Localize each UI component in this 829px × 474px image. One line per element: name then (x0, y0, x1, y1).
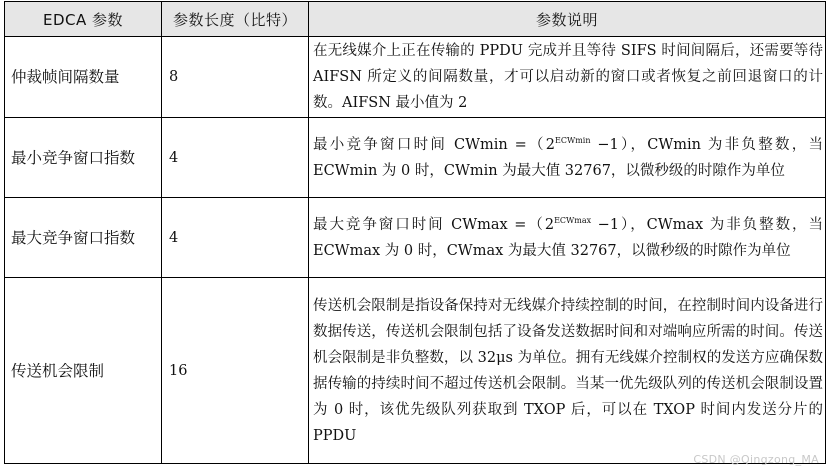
parameter-description-cell (309, 118, 826, 198)
parameter-description-cell (309, 198, 826, 278)
table-row-ecwmin (5, 118, 826, 198)
description-text-suffix: −1），CWmax 为非负整数，当 ECWmax 为 0 时，CWmax 为最大值 32767，以微秒级的时隙作为单位 (313, 216, 823, 259)
description-text-prefix: 最大竞争窗口时间 CWmax =（2 (313, 216, 555, 233)
csdn-watermark: CSDN @Qingzong_MA (693, 453, 819, 466)
description-text-prefix: 最小竞争窗口时间 CWmin =（2 (313, 136, 556, 153)
column-header-description: 参数说明 (309, 2, 826, 37)
parameter-name-cell: 仲裁帧间隔数量 (5, 37, 162, 118)
parameter-name-cell: 最大竞争窗口指数 (5, 198, 162, 278)
exponent-superscript: ECWmin (555, 135, 591, 145)
parameter-name-cell: 传送机会限制 (5, 278, 162, 464)
parameter-length-cell: 4 (162, 118, 309, 198)
parameter-length-cell: 8 (162, 37, 309, 118)
parameter-length-cell: 4 (162, 198, 309, 278)
parameter-description-cell: 传送机会限制是指设备保持对无线媒介持续控制的时间，在控制时间内设备进行数据传送，传送机会限制包括了设备发送数据时间和对端响应所需的时间。传送机会限制是非负整数，以 32μs 为单位。拥有无线媒介控制权的发送方应确保数据传输的持续时间不超过传送机会限制。当某一优先级队列的传送机会限制设置为 0 时，该优先级队列获取到 TXOP 后，可以在 TXOP 时间内发送分片的 PPDU (309, 278, 826, 464)
table-row-aifsn (5, 37, 826, 118)
parameter-description-cell: 在无线媒介上正在传输的 PPDU 完成并且等待 SIFS 时间间隔后，还需要等待 AIFSN 所定义的间隔数量，才可以启动新的窗口或者恢复之前回退窗口的计数。AIFSN 最小值为 2 (309, 37, 826, 118)
exponent-superscript: ECWmax (554, 215, 592, 225)
table-row-ecwmax (5, 198, 826, 278)
parameter-name-cell: 最小竞争窗口指数 (5, 118, 162, 198)
table-header-row (5, 2, 826, 37)
table-row-txop-limit (5, 278, 826, 464)
column-header-parameter: EDCA 参数 (5, 2, 162, 37)
description-text-suffix: −1），CWmin 为非负整数，当 ECWmin 为 0 时，CWmin 为最大值 32767，以微秒级的时隙作为单位 (313, 136, 823, 179)
column-header-length-bits: 参数长度（比特） (162, 2, 309, 37)
parameter-length-cell: 16 (162, 278, 309, 464)
edca-parameter-table (4, 1, 826, 464)
